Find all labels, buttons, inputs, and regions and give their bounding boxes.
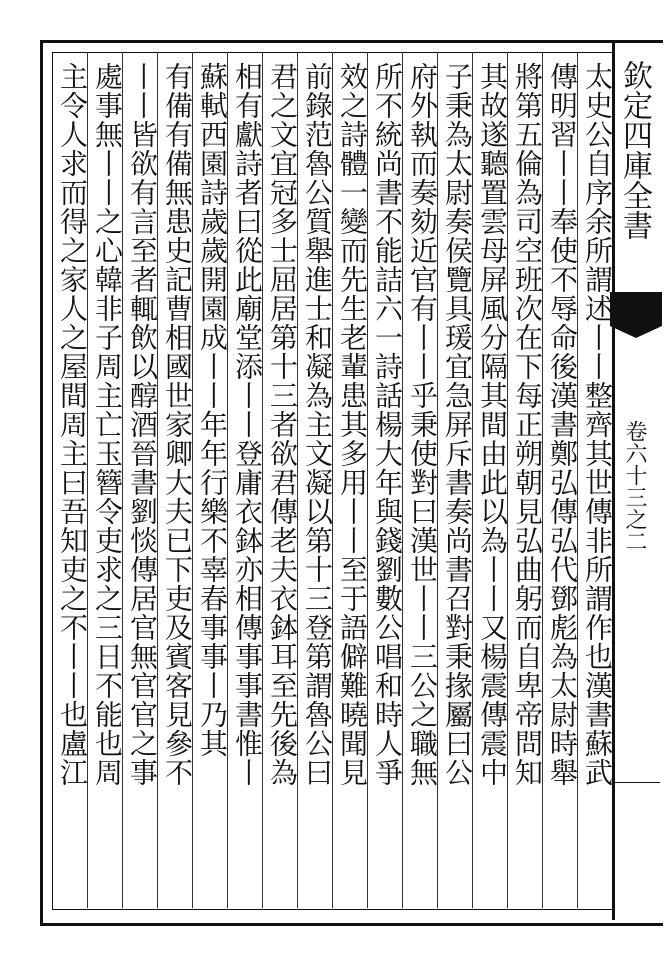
text-column-10: 君之文宜冠多士屈居第十三者欲君傳老夫衣鉢耳至先後為 [266, 62, 299, 787]
text-column-2: 傳明習丨丨奉使不辱命後漢書鄭弘傳弘代鄧彪為太尉時舉 [546, 62, 579, 787]
text-column-8: 效之詩體一變而先生老輩患其多用丨丨至于語僻難曉聞見 [336, 62, 369, 787]
gutter-juan-number: 卷六十三之二 [622, 420, 647, 552]
text-column-9: 前錄范魯公質舉進士和凝為主文凝以第十三登第謂魯公曰 [301, 62, 334, 787]
text-column-13: 有備有備無患史記曹相國世家卿大夫已下吏及賓客見參不 [161, 62, 194, 787]
text-column-11: 相有獻詩者曰從此廟堂添丨丨登庸衣鉢亦相傳事事書惟丨 [231, 62, 264, 787]
text-column-5: 子秉為太尉奏侯覽具瑗宜急屏斥書奏尚書召對秉掾屬曰公 [441, 62, 474, 787]
text-column-12: 蘇軾西園詩歲歲開園成丨丨年年行樂不辜春事事丨乃其 [196, 62, 229, 758]
text-column-16: 主令人求而得之家人之屋間周主曰吾知吏之不丨丨也盧江 [56, 62, 89, 787]
text-column-4: 其故遂聽置雲母屏風分隔其間由此以為丨丨又楊震傳震中 [476, 62, 509, 787]
text-column-6: 府外執而奏劾近官有丨丨乎秉使對曰漢世丨丨三公之職無 [406, 62, 439, 787]
text-column-14: 丨丨皆欲有言至者輒飲以醇酒晉書劉惔傳居官無官官之事 [126, 62, 159, 787]
gutter-title: 欽定四庫全書 [617, 60, 652, 240]
text-column-7: 所不統尚書不能詰六一詩話楊大年與錢劉數公唱和時人爭 [371, 62, 404, 787]
gutter-rule [612, 782, 660, 783]
text-column-3: 將第五倫為司空班次在下每正朔朝見弘曲躬而自卑帝問知 [511, 62, 544, 787]
text-column-1: 太史公自序余所謂述丨丨整齊其世傳非所謂作也漢書蘇武 [581, 62, 614, 787]
text-column-15: 處事無丨丨之心韓非子周主亡玉簪令吏求之三日不能也周 [91, 62, 124, 787]
